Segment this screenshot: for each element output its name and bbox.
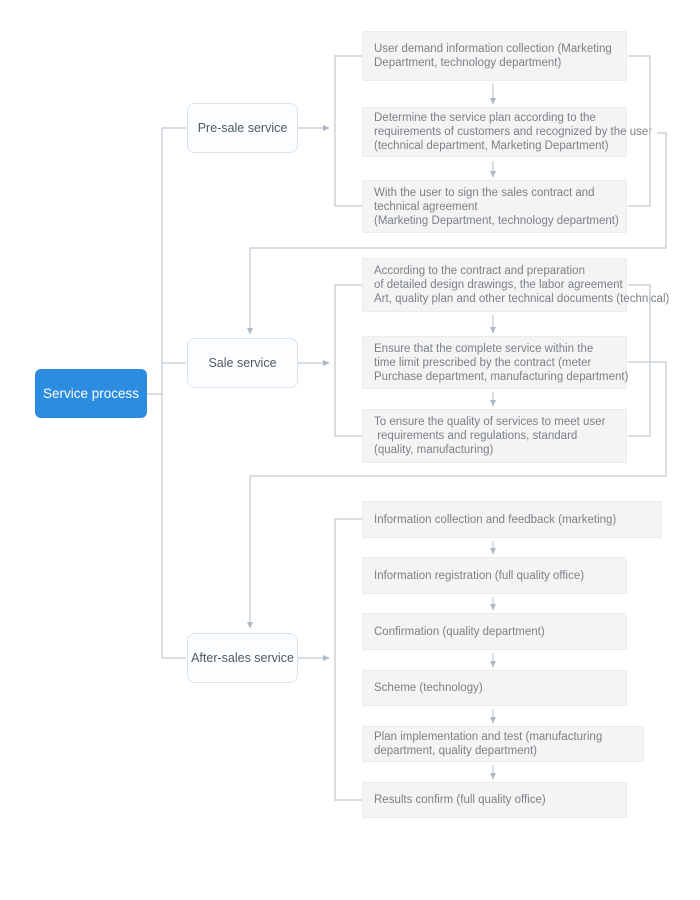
step-text-line: requirements of customers and recognized by the user (374, 126, 653, 138)
step-text-line: of detailed design drawings, the labor agreement (374, 279, 623, 291)
step-node-information-registration (362, 557, 627, 594)
branch-node-pre-sale-service: Pre-sale service (187, 103, 298, 153)
after-sale-left-bracket (335, 519, 362, 800)
step-text-line: department, quality department) (374, 745, 538, 757)
step-node-determine-service-plan (362, 107, 653, 157)
step-node-results-confirm (362, 782, 627, 818)
pre-sale-left-bracket (335, 56, 362, 206)
step-text-line: requirements and regulations, standard (374, 430, 578, 442)
branch-node-after-sales-service: After-sales service (187, 633, 298, 683)
step-text-line: (quality, manufacturing) (374, 444, 494, 456)
step-text-line: Determine the service plan according to the (374, 112, 596, 124)
step-node-contract-preparation (362, 258, 670, 312)
branch-node-sale-service: Sale service (187, 338, 298, 388)
step-text-line: Department, technology department) (374, 57, 562, 69)
step-text-line: time limit prescribed by the contract (meter (374, 356, 592, 369)
step-node-plan-implementation-test (362, 726, 644, 762)
step-text-line: Ensure that the complete service within the (374, 342, 594, 355)
step-node-complete-service-time-limit (362, 336, 627, 389)
step-text-line: Results confirm (full quality office) (374, 794, 546, 806)
step-node-confirmation (362, 613, 627, 650)
step-text-line: Plan implementation and test (manufacturing (374, 731, 603, 743)
step-text-line: Confirmation (quality department) (374, 625, 545, 638)
step-text-line: With the user to sign the sales contract and (374, 186, 595, 199)
step-node-ensure-service-quality (362, 409, 627, 463)
step-text-line: (Marketing Department, technology department) (374, 214, 619, 227)
step-node-sign-sales-contract (362, 180, 627, 233)
sale-right-bracket (628, 285, 650, 436)
trunk-connector (147, 128, 186, 658)
step-text-line: User demand information collection (Marketing (374, 43, 612, 55)
sale-left-bracket (335, 285, 362, 436)
step-node-scheme (362, 670, 627, 706)
step-text-line: According to the contract and preparation (374, 265, 585, 277)
step-node-user-demand-collection (362, 31, 627, 81)
step-text-line: Information collection and feedback (marketing) (374, 513, 617, 526)
step-text-line: To ensure the quality of services to meet user (374, 416, 606, 428)
step-text-line: Art, quality plan and other technical documents (technical) (374, 293, 670, 305)
step-text-line: technical agreement (374, 200, 478, 213)
root-node-service-process: Service process (35, 369, 147, 418)
step-node-information-collection-feedback (362, 501, 662, 538)
step-text-line: (technical department, Marketing Department) (374, 140, 609, 152)
step-text-line: Information registration (full quality office) (374, 569, 585, 582)
step-text-line: Scheme (technology) (374, 682, 483, 694)
step-text-line: Purchase department, manufacturing department) (374, 370, 629, 383)
